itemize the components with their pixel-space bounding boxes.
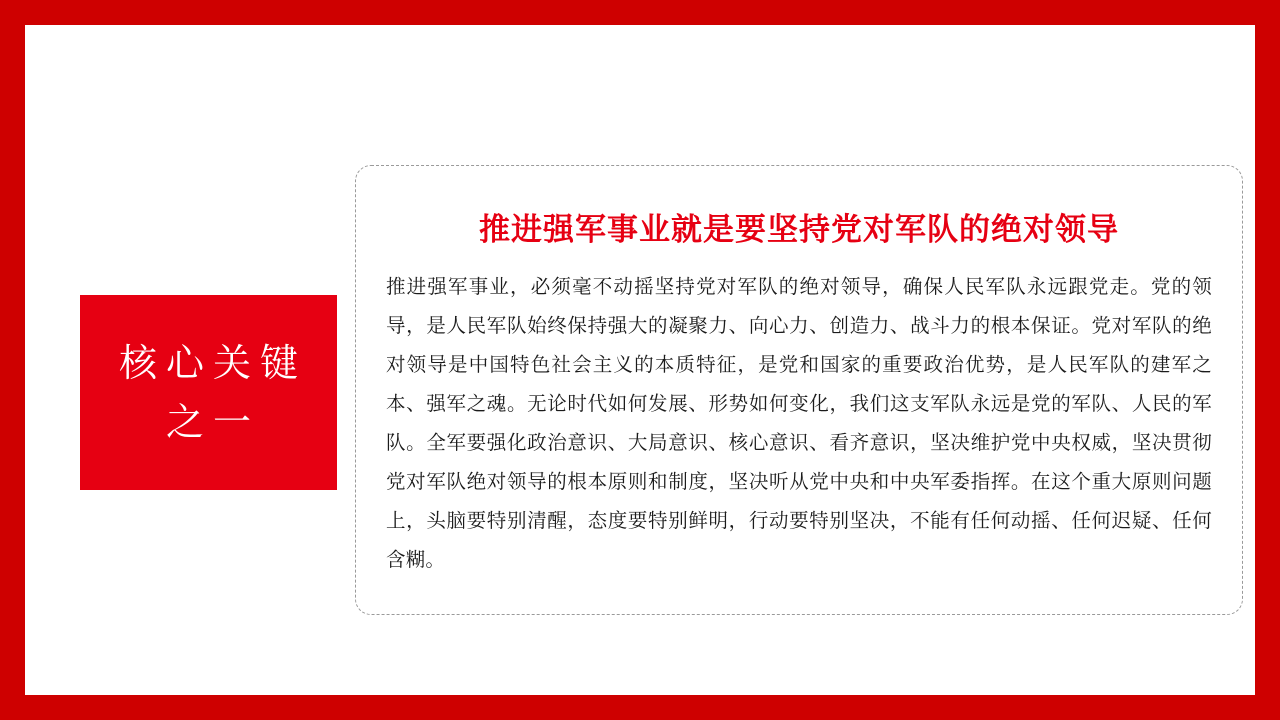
- panel-body-text: 推进强军事业，必须毫不动摇坚持党对军队的绝对领导，确保人民军队永远跟党走。党的领导，是人民军队始终保持强大的凝聚力、向心力、创造力、战斗力的根本保证。党对军队的绝对领导是中国特色社会主义的本质特征，是党和国家的重要政治优势，是人民军队的建军之本、强军之魂。无论时代如何发展、形势如何变化，我们这支军队永远是党的军队、人民的军队。全军要强化政治意识、大局意识、核心意识、看齐意识，坚决维护党中央权威，坚决贯彻党对军队绝对领导的根本原则和制度，坚决听从党中央和中央军委指挥。在这个重大原则问题上，头脑要特别清醒，态度要特别鲜明，行动要特别坚决，不能有任何动摇、任何迟疑、任何含糊。: [386, 275, 1212, 571]
- content-panel: [355, 165, 1243, 615]
- section-label-line-2: 之一: [165, 399, 260, 444]
- slide-page-background: [25, 25, 1255, 695]
- panel-title: 推进强军事业就是要坚持党对军队的绝对领导: [479, 212, 1119, 248]
- section-label-line-1: 核心关键: [118, 340, 307, 385]
- section-label-block: [80, 295, 337, 490]
